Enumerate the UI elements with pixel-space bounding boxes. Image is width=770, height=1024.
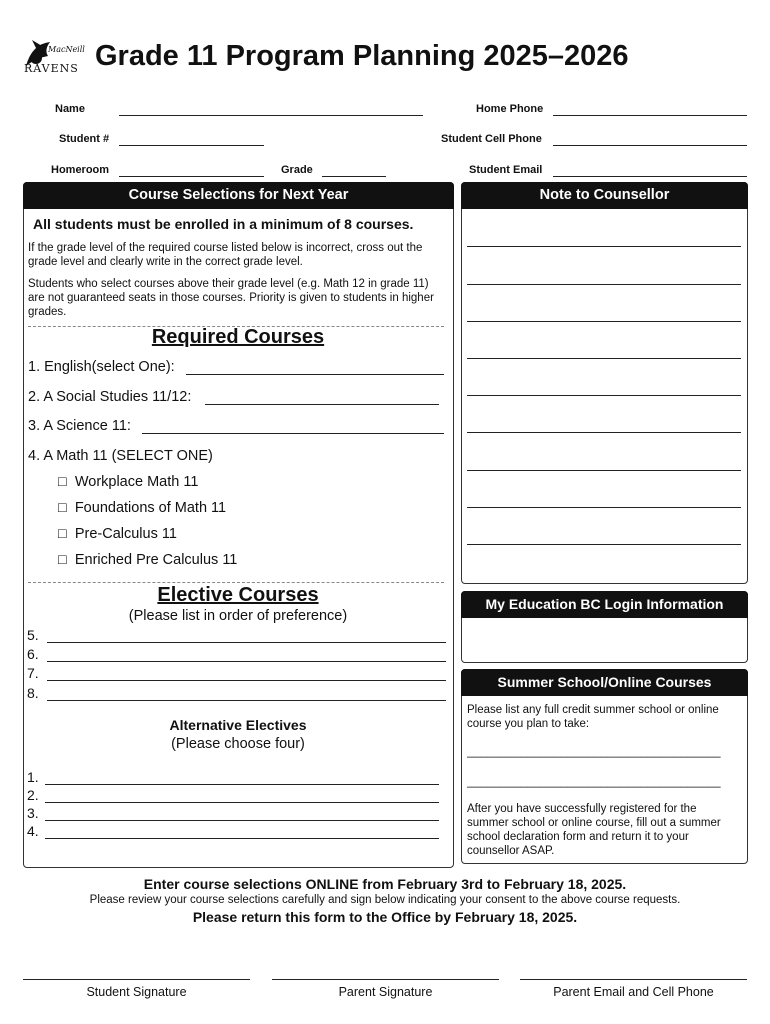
english-field[interactable]: [186, 374, 444, 375]
alternative-field-2[interactable]: [45, 802, 439, 803]
elective-field-6[interactable]: [47, 661, 446, 662]
name-label: Name: [55, 103, 85, 115]
divider: [28, 582, 444, 583]
alternative-number: 1.: [27, 769, 39, 785]
option-label: Workplace Math 11: [74, 474, 199, 490]
parent-contact-field[interactable]: [520, 979, 747, 980]
elective-field-5[interactable]: [47, 642, 446, 643]
social-studies-field[interactable]: [205, 404, 439, 405]
elective-instructions: (Please list in order of preference): [128, 608, 348, 624]
priority-notice: Students who select courses above their grade level (e.g. Math 12 in grade 11) are not guaranteed seats in those courses. Priority is given to students in higher grades.: [28, 278, 434, 318]
elective-number: 6.: [27, 646, 39, 662]
minimum-courses-notice: All students must be enrolled in a minimum of 8 courses.: [33, 216, 414, 232]
student-email-label: Student Email: [469, 164, 543, 176]
page-title: Grade 11 Program Planning 2025–2026: [95, 40, 629, 72]
math-option-workplace[interactable]: [58, 474, 198, 490]
alternative-field-4[interactable]: [45, 838, 439, 839]
homeroom-label: Homeroom: [51, 164, 110, 176]
required-course-english: 1. English(select One):: [28, 359, 175, 375]
elective-number: 8.: [27, 685, 39, 701]
summer-school-header: Summer School/Online Courses: [461, 669, 748, 696]
student-email-field[interactable]: [553, 176, 747, 177]
checkbox[interactable]: □: [58, 526, 67, 542]
logo-text-top: MacNeill: [48, 45, 85, 54]
counsellor-note-line[interactable]: [467, 507, 741, 508]
return-deadline: Please return this form to the Office by February 18, 2025.: [192, 909, 578, 925]
math-option-foundations[interactable]: [58, 500, 226, 516]
course-selection-header: Course Selections for Next Year: [23, 182, 454, 209]
counsellor-note-line[interactable]: [467, 470, 741, 471]
alternative-electives-instructions: (Please choose four): [171, 736, 305, 752]
school-logo: [22, 36, 85, 80]
checkbox[interactable]: □: [58, 500, 67, 516]
grade-label: Grade: [281, 164, 313, 176]
required-course-math: 4. A Math 11 (SELECT ONE): [28, 448, 213, 464]
grade-level-instructions: If the grade level of the required course listed below is incorrect, cross out the grade level and clearly write in the correct grade level.: [28, 242, 423, 268]
required-course-science: 3. A Science 11:: [28, 418, 131, 434]
summer-course-field-1[interactable]: ______________________________________: [467, 744, 721, 758]
summer-school-instructions: After you have successfully registered for the summer school or online course, fill out a summer school declaration form and return it to your counsellor ASAP.: [467, 803, 721, 857]
alternative-number: 2.: [27, 787, 39, 803]
science-field[interactable]: [142, 433, 444, 434]
home-phone-field[interactable]: [553, 115, 747, 116]
home-phone-label: Home Phone: [476, 103, 544, 115]
counsellor-note-line[interactable]: [467, 432, 741, 433]
option-label: Enriched Pre Calculus 11: [74, 552, 238, 568]
math-option-precalculus[interactable]: [58, 526, 177, 542]
logo-text-main: RAVENS: [24, 62, 79, 75]
parent-signature-label: Parent Signature: [338, 985, 433, 999]
elective-number: 5.: [27, 627, 39, 643]
alternative-field-3[interactable]: [45, 820, 439, 821]
name-field[interactable]: [119, 115, 423, 116]
summer-school-intro: Please list any full credit summer school or online course you plan to take:: [467, 704, 719, 730]
parent-contact-label: Parent Email and Cell Phone: [553, 985, 714, 999]
math-option-enriched-precalculus[interactable]: [58, 552, 237, 568]
homeroom-field[interactable]: [119, 176, 264, 177]
counsellor-note-line[interactable]: [467, 321, 741, 322]
counsellor-note-line[interactable]: [467, 358, 741, 359]
online-entry-dates: Enter course selections ONLINE from February 3rd to February 18, 2025.: [143, 876, 627, 892]
elective-courses-title: Elective Courses: [157, 584, 319, 606]
parent-signature-field[interactable]: [272, 979, 499, 980]
elective-field-8[interactable]: [47, 700, 446, 701]
counsellor-note-line[interactable]: [467, 246, 741, 247]
summer-course-field-2[interactable]: ______________________________________: [467, 774, 721, 788]
option-label: Foundations of Math 11: [74, 500, 227, 516]
login-info-header: My Education BC Login Information: [461, 591, 748, 618]
alternative-electives-title: Alternative Electives: [169, 717, 307, 733]
checkbox[interactable]: □: [58, 552, 67, 568]
student-cell-label: Student Cell Phone: [441, 133, 542, 145]
review-consent-notice: Please review your course selections carefully and sign below indicating your consent to the above course requests.: [89, 894, 681, 906]
counsellor-note-header: Note to Counsellor: [461, 182, 748, 209]
alternative-number: 4.: [27, 823, 39, 839]
counsellor-note-line[interactable]: [467, 395, 741, 396]
required-course-social-studies: 2. A Social Studies 11/12:: [28, 389, 192, 405]
student-cell-field[interactable]: [553, 145, 747, 146]
student-number-field[interactable]: [119, 145, 264, 146]
alternative-field-1[interactable]: [45, 784, 439, 785]
elective-number: 7.: [27, 665, 39, 681]
grade-field[interactable]: [322, 176, 386, 177]
required-courses-title: Required Courses: [151, 326, 325, 348]
counsellor-note-line[interactable]: [467, 544, 741, 545]
option-label: Pre-Calculus 11: [74, 526, 177, 542]
checkbox[interactable]: □: [58, 474, 67, 490]
student-number-label: Student #: [59, 133, 110, 145]
student-signature-label: Student Signature: [86, 985, 187, 999]
counsellor-note-line[interactable]: [467, 284, 741, 285]
alternative-number: 3.: [27, 805, 39, 821]
elective-field-7[interactable]: [47, 680, 446, 681]
counsellor-note-panel: [461, 182, 748, 584]
student-signature-field[interactable]: [23, 979, 250, 980]
